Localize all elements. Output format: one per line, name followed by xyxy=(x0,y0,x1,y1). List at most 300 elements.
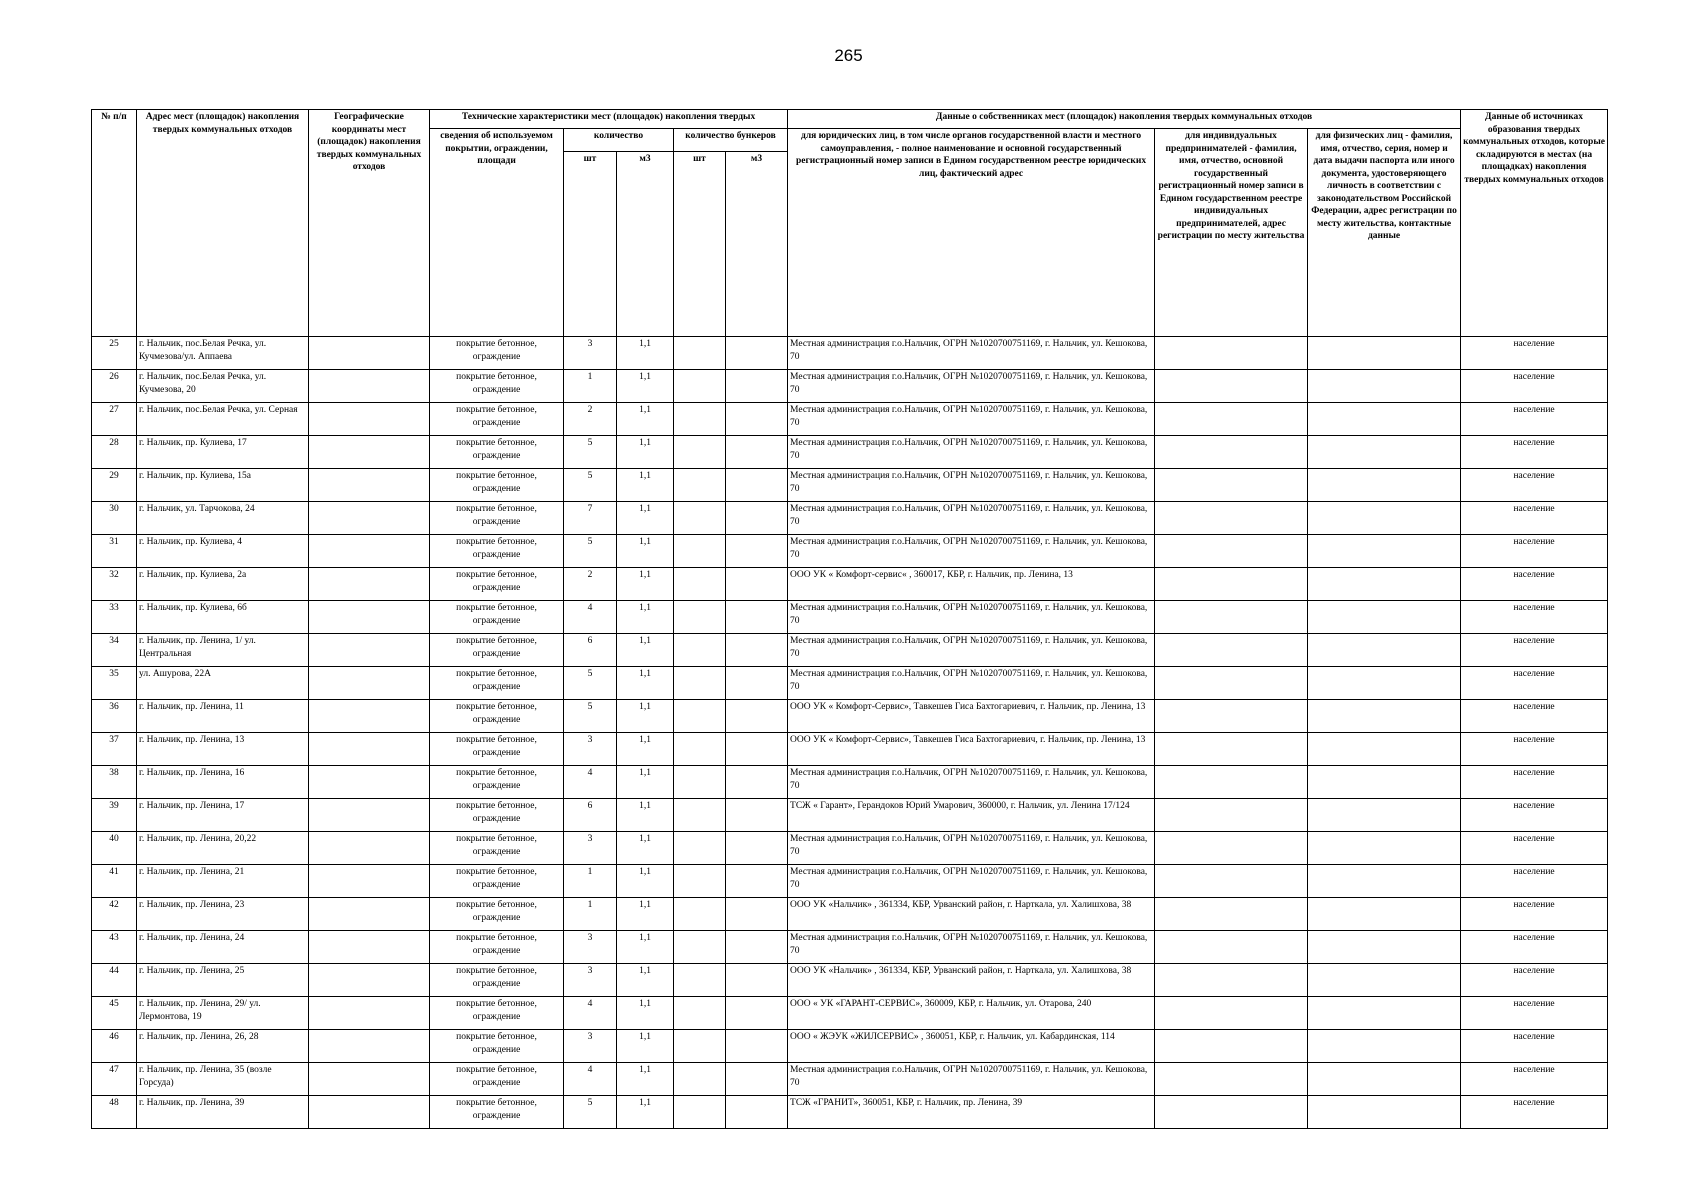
row-legal-owner: ООО УК « Комфорт-сервис« , 360017, КБР, г. Нальчик, пр. Ленина, 13 xyxy=(788,568,1155,601)
row-number: 25 xyxy=(92,337,137,370)
row-legal-owner: Местная администрация г.о.Нальчик, ОГРН №1020700751169, г. Нальчик, ул. Кешокова, 70 xyxy=(788,436,1155,469)
row-container-volume: 1,1 xyxy=(617,601,674,634)
header-qty-containers xyxy=(564,129,674,152)
row-entrepreneur-owner xyxy=(1155,964,1308,997)
row-geo xyxy=(309,700,430,733)
row-bunker-volume xyxy=(726,832,788,865)
row-legal-owner: Местная администрация г.о.Нальчик, ОГРН №1020700751169, г. Нальчик, ул. Кешокова, 70 xyxy=(788,469,1155,502)
row-geo xyxy=(309,337,430,370)
row-legal-owner: ТСЖ «ГРАНИТ», 360051, КБР, г. Нальчик, пр. Ленина, 39 xyxy=(788,1096,1155,1129)
row-bunker-count xyxy=(674,535,726,568)
table-row xyxy=(92,1030,1608,1063)
row-individual-owner xyxy=(1308,898,1461,931)
row-container-count: 6 xyxy=(564,799,617,832)
row-address: г. Нальчик, пос.Белая Речка, ул. Серная xyxy=(137,403,309,436)
row-legal-owner: Местная администрация г.о.Нальчик, ОГРН №1020700751169, г. Нальчик, ул. Кешокова, 70 xyxy=(788,403,1155,436)
row-container-volume: 1,1 xyxy=(617,1030,674,1063)
row-bunker-volume xyxy=(726,997,788,1030)
row-waste-source: население xyxy=(1461,370,1608,403)
row-bunker-count xyxy=(674,865,726,898)
row-legal-owner: ООО « УК «ГАРАНТ-СЕРВИС», 360009, КБР, г. Нальчик, ул. Отарова, 240 xyxy=(788,997,1155,1030)
row-geo xyxy=(309,535,430,568)
row-number: 42 xyxy=(92,898,137,931)
row-container-count: 4 xyxy=(564,1063,617,1096)
row-cover: покрытие бетонное, ограждение xyxy=(430,799,564,832)
row-legal-owner: Местная администрация г.о.Нальчик, ОГРН №1020700751169, г. Нальчик, ул. Кешокова, 70 xyxy=(788,667,1155,700)
row-container-count: 4 xyxy=(564,997,617,1030)
row-entrepreneur-owner xyxy=(1155,601,1308,634)
row-number: 43 xyxy=(92,931,137,964)
header-unit-m3-bunkers: м3 xyxy=(726,152,788,337)
row-legal-owner: Местная администрация г.о.Нальчик, ОГРН №1020700751169, г. Нальчик, ул. Кешокова, 70 xyxy=(788,1063,1155,1096)
row-waste-source: население xyxy=(1461,832,1608,865)
row-bunker-volume xyxy=(726,766,788,799)
header-qty-bunkers-text: количество бункеров xyxy=(685,131,776,141)
row-cover: покрытие бетонное, ограждение xyxy=(430,700,564,733)
row-bunker-volume xyxy=(726,634,788,667)
row-address: г. Нальчик, пр. Ленина, 26, 28 xyxy=(137,1030,309,1063)
row-cover: покрытие бетонное, ограждение xyxy=(430,568,564,601)
row-entrepreneur-owner xyxy=(1155,733,1308,766)
row-bunker-count xyxy=(674,1096,726,1129)
row-address: г. Нальчик, пр. Ленина, 39 xyxy=(137,1096,309,1129)
row-individual-owner xyxy=(1308,502,1461,535)
row-address: г. Нальчик, пр. Ленина, 1/ ул. Центральная xyxy=(137,634,309,667)
header-sources: Данные об источниках образования твердых коммунальных отходов, которые складируются в местах (на площадках) накопления твердых коммунальных отходов xyxy=(1461,110,1608,337)
row-waste-source: население xyxy=(1461,535,1608,568)
row-container-volume: 1,1 xyxy=(617,568,674,601)
row-address: г. Нальчик, пр. Кулиева, 2а xyxy=(137,568,309,601)
row-container-volume: 1,1 xyxy=(617,931,674,964)
row-cover: покрытие бетонное, ограждение xyxy=(430,931,564,964)
row-bunker-volume xyxy=(726,733,788,766)
row-geo xyxy=(309,667,430,700)
row-cover: покрытие бетонное, ограждение xyxy=(430,733,564,766)
row-legal-owner: Местная администрация г.о.Нальчик, ОГРН №1020700751169, г. Нальчик, ул. Кешокова, 70 xyxy=(788,502,1155,535)
row-individual-owner xyxy=(1308,1063,1461,1096)
row-geo xyxy=(309,964,430,997)
row-geo xyxy=(309,469,430,502)
table-row xyxy=(92,568,1608,601)
row-cover: покрытие бетонное, ограждение xyxy=(430,370,564,403)
row-bunker-count xyxy=(674,766,726,799)
row-container-volume: 1,1 xyxy=(617,997,674,1030)
row-waste-source: население xyxy=(1461,403,1608,436)
header-address: Адрес мест (площадок) накопления твердых коммунальных отходов xyxy=(137,110,309,337)
row-geo xyxy=(309,403,430,436)
row-bunker-volume xyxy=(726,667,788,700)
row-bunker-volume xyxy=(726,898,788,931)
row-legal-owner: Местная администрация г.о.Нальчик, ОГРН №1020700751169, г. Нальчик, ул. Кешокова, 70 xyxy=(788,634,1155,667)
row-waste-source: население xyxy=(1461,502,1608,535)
row-container-volume: 1,1 xyxy=(617,832,674,865)
row-number: 46 xyxy=(92,1030,137,1063)
row-entrepreneur-owner xyxy=(1155,865,1308,898)
row-bunker-count xyxy=(674,403,726,436)
row-number: 31 xyxy=(92,535,137,568)
row-container-count: 3 xyxy=(564,964,617,997)
row-container-count: 5 xyxy=(564,667,617,700)
row-bunker-volume xyxy=(726,535,788,568)
row-bunker-count xyxy=(674,931,726,964)
header-unit-m3-containers: м3 xyxy=(617,152,674,337)
row-bunker-volume xyxy=(726,403,788,436)
row-entrepreneur-owner xyxy=(1155,634,1308,667)
header-tech-text: Технические характеристики мест (площадок) накопления твердых xyxy=(461,112,756,122)
row-number: 26 xyxy=(92,370,137,403)
row-geo xyxy=(309,931,430,964)
row-address: г. Нальчик, пр. Ленина, 13 xyxy=(137,733,309,766)
header-owners: Данные о собственниках мест (площадок) накопления твердых коммунальных отходов xyxy=(788,110,1461,129)
row-number: 34 xyxy=(92,634,137,667)
row-number: 33 xyxy=(92,601,137,634)
row-individual-owner xyxy=(1308,436,1461,469)
row-cover: покрытие бетонное, ограждение xyxy=(430,766,564,799)
row-container-volume: 1,1 xyxy=(617,502,674,535)
row-container-volume: 1,1 xyxy=(617,964,674,997)
row-geo xyxy=(309,766,430,799)
row-bunker-volume xyxy=(726,1063,788,1096)
row-bunker-count xyxy=(674,436,726,469)
row-waste-source: население xyxy=(1461,601,1608,634)
row-address: г. Нальчик, пр. Ленина, 17 xyxy=(137,799,309,832)
row-geo xyxy=(309,568,430,601)
row-address: г. Нальчик, пос.Белая Речка, ул. Кучмезова/ул. Аппаева xyxy=(137,337,309,370)
header-legal: для юридических лиц, в том числе органов государственной власти и местного самоуправления, - полное наименование и основной государственный регистрационный номер записи в Едином государственном реестре юридических лиц, фактический адрес xyxy=(788,129,1155,337)
row-legal-owner: Местная администрация г.о.Нальчик, ОГРН №1020700751169, г. Нальчик, ул. Кешокова, 70 xyxy=(788,931,1155,964)
row-entrepreneur-owner xyxy=(1155,898,1308,931)
row-bunker-count xyxy=(674,370,726,403)
row-number: 38 xyxy=(92,766,137,799)
row-bunker-count xyxy=(674,1030,726,1063)
row-container-count: 2 xyxy=(564,403,617,436)
row-geo xyxy=(309,865,430,898)
row-individual-owner xyxy=(1308,997,1461,1030)
row-individual-owner xyxy=(1308,469,1461,502)
row-container-volume: 1,1 xyxy=(617,898,674,931)
row-waste-source: население xyxy=(1461,1030,1608,1063)
table-row xyxy=(92,436,1608,469)
row-bunker-volume xyxy=(726,469,788,502)
row-bunker-volume xyxy=(726,370,788,403)
row-individual-owner xyxy=(1308,634,1461,667)
row-entrepreneur-owner xyxy=(1155,436,1308,469)
row-container-volume: 1,1 xyxy=(617,469,674,502)
row-address: г. Нальчик, пр. Ленина, 21 xyxy=(137,865,309,898)
row-bunker-count xyxy=(674,832,726,865)
row-bunker-count xyxy=(674,634,726,667)
row-number: 28 xyxy=(92,436,137,469)
row-legal-owner: Местная администрация г.о.Нальчик, ОГРН №1020700751169, г. Нальчик, ул. Кешокова, 70 xyxy=(788,337,1155,370)
row-entrepreneur-owner xyxy=(1155,535,1308,568)
row-container-volume: 1,1 xyxy=(617,766,674,799)
row-address: г. Нальчик, пр. Ленина, 23 xyxy=(137,898,309,931)
row-number: 40 xyxy=(92,832,137,865)
page-number: 265 xyxy=(834,46,863,65)
row-geo xyxy=(309,997,430,1030)
row-entrepreneur-owner xyxy=(1155,1096,1308,1129)
row-cover: покрытие бетонное, ограждение xyxy=(430,964,564,997)
header-num: № п/п xyxy=(92,110,137,337)
row-geo xyxy=(309,898,430,931)
row-bunker-volume xyxy=(726,337,788,370)
row-individual-owner xyxy=(1308,964,1461,997)
row-geo xyxy=(309,601,430,634)
table-row xyxy=(92,601,1608,634)
row-individual-owner xyxy=(1308,535,1461,568)
table-row xyxy=(92,799,1608,832)
row-number: 27 xyxy=(92,403,137,436)
row-address: г. Нальчик, пр. Ленина, 29/ ул. Лермонтова, 19 xyxy=(137,997,309,1030)
row-waste-source: население xyxy=(1461,436,1608,469)
row-individual-owner xyxy=(1308,865,1461,898)
row-entrepreneur-owner xyxy=(1155,766,1308,799)
row-waste-source: население xyxy=(1461,700,1608,733)
row-bunker-volume xyxy=(726,502,788,535)
row-container-volume: 1,1 xyxy=(617,370,674,403)
row-waste-source: население xyxy=(1461,634,1608,667)
row-legal-owner: Местная администрация г.о.Нальчик, ОГРН №1020700751169, г. Нальчик, ул. Кешокова, 70 xyxy=(788,865,1155,898)
row-bunker-count xyxy=(674,898,726,931)
row-entrepreneur-owner xyxy=(1155,931,1308,964)
row-number: 48 xyxy=(92,1096,137,1129)
row-bunker-volume xyxy=(726,964,788,997)
table-row xyxy=(92,1063,1608,1096)
header-cover: сведения об используемом покрытии, ограждении, площади xyxy=(430,129,564,337)
table-row xyxy=(92,997,1608,1030)
table-row xyxy=(92,469,1608,502)
header-geo: Географические координаты мест (площадок) накопления твердых коммунальных отходов xyxy=(309,110,430,337)
row-number: 36 xyxy=(92,700,137,733)
row-entrepreneur-owner xyxy=(1155,997,1308,1030)
row-number: 35 xyxy=(92,667,137,700)
row-number: 32 xyxy=(92,568,137,601)
row-bunker-volume xyxy=(726,436,788,469)
row-number: 44 xyxy=(92,964,137,997)
row-waste-source: население xyxy=(1461,898,1608,931)
row-cover: покрытие бетонное, ограждение xyxy=(430,898,564,931)
row-legal-owner: ООО УК «Нальчик» , 361334, КБР, Урванский район, г. Нарткала, ул. Халишхова, 38 xyxy=(788,964,1155,997)
table-row xyxy=(92,403,1608,436)
row-bunker-count xyxy=(674,337,726,370)
row-geo xyxy=(309,1096,430,1129)
row-bunker-count xyxy=(674,469,726,502)
row-container-count: 5 xyxy=(564,535,617,568)
row-bunker-count xyxy=(674,502,726,535)
row-cover: покрытие бетонное, ограждение xyxy=(430,403,564,436)
row-individual-owner xyxy=(1308,700,1461,733)
row-container-count: 3 xyxy=(564,337,617,370)
row-geo xyxy=(309,1030,430,1063)
row-entrepreneur-owner xyxy=(1155,799,1308,832)
row-waste-source: население xyxy=(1461,865,1608,898)
row-cover: покрытие бетонное, ограждение xyxy=(430,832,564,865)
table-row xyxy=(92,898,1608,931)
row-individual-owner xyxy=(1308,799,1461,832)
row-container-count: 6 xyxy=(564,634,617,667)
row-legal-owner: ООО УК « Комфорт-Сервис», Тавкешев Гиса Бахтогариевич, г. Нальчик, пр. Ленина, 13 xyxy=(788,733,1155,766)
table-body xyxy=(92,337,1608,1129)
row-bunker-volume xyxy=(726,931,788,964)
row-container-count: 5 xyxy=(564,436,617,469)
row-individual-owner xyxy=(1308,766,1461,799)
row-entrepreneur-owner xyxy=(1155,1063,1308,1096)
row-waste-source: население xyxy=(1461,667,1608,700)
row-waste-source: население xyxy=(1461,997,1608,1030)
row-entrepreneur-owner xyxy=(1155,502,1308,535)
row-address: г. Нальчик, пр. Ленина, 25 xyxy=(137,964,309,997)
row-address: г. Нальчик, пр. Кулиева, 6б xyxy=(137,601,309,634)
row-entrepreneur-owner xyxy=(1155,337,1308,370)
row-address: г. Нальчик, пр. Ленина, 11 xyxy=(137,700,309,733)
row-individual-owner xyxy=(1308,733,1461,766)
row-number: 47 xyxy=(92,1063,137,1096)
row-individual-owner xyxy=(1308,832,1461,865)
row-address: г. Нальчик, пр. Ленина, 24 xyxy=(137,931,309,964)
row-individual-owner xyxy=(1308,403,1461,436)
table-row xyxy=(92,502,1608,535)
row-container-count: 1 xyxy=(564,370,617,403)
row-bunker-volume xyxy=(726,865,788,898)
row-waste-source: население xyxy=(1461,766,1608,799)
row-legal-owner: ООО УК « Комфорт-Сервис», Тавкешев Гиса Бахтогариевич, г. Нальчик, пр. Ленина, 13 xyxy=(788,700,1155,733)
table-row xyxy=(92,1096,1608,1129)
row-bunker-count xyxy=(674,733,726,766)
row-container-count: 4 xyxy=(564,601,617,634)
header-individuals: для физических лиц - фамилия, имя, отчество, серия, номер и дата выдачи паспорта или иного документа, удостоверяющего личность в соответствии с законодательством Российской Федерации, адрес регистрации по месту жительства, контактные данные xyxy=(1308,129,1461,337)
row-container-volume: 1,1 xyxy=(617,634,674,667)
row-entrepreneur-owner xyxy=(1155,469,1308,502)
row-legal-owner: ООО « ЖЭУК «ЖИЛСЕРВИС» , 360051, КБР, г. Нальчик, ул. Кабардинская, 114 xyxy=(788,1030,1155,1063)
row-legal-owner: Местная администрация г.о.Нальчик, ОГРН №1020700751169, г. Нальчик, ул. Кешокова, 70 xyxy=(788,766,1155,799)
row-container-volume: 1,1 xyxy=(617,337,674,370)
row-container-volume: 1,1 xyxy=(617,865,674,898)
table-row xyxy=(92,766,1608,799)
row-geo xyxy=(309,502,430,535)
row-legal-owner: Местная администрация г.о.Нальчик, ОГРН №1020700751169, г. Нальчик, ул. Кешокова, 70 xyxy=(788,832,1155,865)
row-container-count: 3 xyxy=(564,733,617,766)
row-waste-source: население xyxy=(1461,1096,1608,1129)
row-bunker-count xyxy=(674,667,726,700)
row-entrepreneur-owner xyxy=(1155,370,1308,403)
header-unit-pcs-containers: шт xyxy=(564,152,617,337)
row-container-count: 5 xyxy=(564,700,617,733)
row-cover: покрытие бетонное, ограждение xyxy=(430,1030,564,1063)
row-address: г. Нальчик, пр. Кулиева, 15а xyxy=(137,469,309,502)
row-container-count: 5 xyxy=(564,1096,617,1129)
row-cover: покрытие бетонное, ограждение xyxy=(430,634,564,667)
row-bunker-count xyxy=(674,997,726,1030)
row-individual-owner xyxy=(1308,337,1461,370)
row-container-volume: 1,1 xyxy=(617,667,674,700)
row-address: г. Нальчик, пр. Кулиева, 4 xyxy=(137,535,309,568)
row-waste-source: население xyxy=(1461,733,1608,766)
row-legal-owner: Местная администрация г.о.Нальчик, ОГРН №1020700751169, г. Нальчик, ул. Кешокова, 70 xyxy=(788,601,1155,634)
row-geo xyxy=(309,634,430,667)
row-individual-owner xyxy=(1308,1096,1461,1129)
row-bunker-count xyxy=(674,700,726,733)
row-bunker-count xyxy=(674,568,726,601)
row-bunker-volume xyxy=(726,601,788,634)
table-row xyxy=(92,667,1608,700)
row-container-volume: 1,1 xyxy=(617,535,674,568)
row-container-count: 2 xyxy=(564,568,617,601)
table-row xyxy=(92,931,1608,964)
row-waste-source: население xyxy=(1461,337,1608,370)
row-container-count: 4 xyxy=(564,766,617,799)
row-geo xyxy=(309,436,430,469)
row-waste-source: население xyxy=(1461,1063,1608,1096)
table-row xyxy=(92,865,1608,898)
row-bunker-count xyxy=(674,601,726,634)
row-container-volume: 1,1 xyxy=(617,799,674,832)
row-container-volume: 1,1 xyxy=(617,733,674,766)
header-qty-bunkers xyxy=(674,129,788,152)
row-individual-owner xyxy=(1308,568,1461,601)
row-number: 45 xyxy=(92,997,137,1030)
row-cover: покрытие бетонное, ограждение xyxy=(430,535,564,568)
row-address: ул. Ашурова, 22А xyxy=(137,667,309,700)
row-waste-source: население xyxy=(1461,568,1608,601)
row-legal-owner: ООО УК «Нальчик» , 361334, КБР, Урванский район, г. Нарткала, ул. Халишхова, 38 xyxy=(788,898,1155,931)
row-address: г. Нальчик, пос.Белая Речка, ул. Кучмезова, 20 xyxy=(137,370,309,403)
table-row xyxy=(92,535,1608,568)
row-waste-source: население xyxy=(1461,799,1608,832)
row-bunker-volume xyxy=(726,1030,788,1063)
row-cover: покрытие бетонное, ограждение xyxy=(430,436,564,469)
row-container-count: 3 xyxy=(564,1030,617,1063)
row-container-count: 3 xyxy=(564,832,617,865)
row-cover: покрытие бетонное, ограждение xyxy=(430,997,564,1030)
row-container-volume: 1,1 xyxy=(617,403,674,436)
row-individual-owner xyxy=(1308,1030,1461,1063)
row-bunker-volume xyxy=(726,568,788,601)
row-cover: покрытие бетонное, ограждение xyxy=(430,667,564,700)
row-address: г. Нальчик, пр. Кулиева, 17 xyxy=(137,436,309,469)
row-container-volume: 1,1 xyxy=(617,1063,674,1096)
row-address: г. Нальчик, пр. Ленина, 16 xyxy=(137,766,309,799)
row-number: 39 xyxy=(92,799,137,832)
row-legal-owner: Местная администрация г.о.Нальчик, ОГРН №1020700751169, г. Нальчик, ул. Кешокова, 70 xyxy=(788,370,1155,403)
row-cover: покрытие бетонное, ограждение xyxy=(430,337,564,370)
row-bunker-count xyxy=(674,1063,726,1096)
header-entrepreneurs: для индивидуальных предпринимателей - фамилия, имя, отчество, основной государственный регистрационный номер записи в Едином государственном реестре индивидуальных предпринимателей, адрес регистрации по месту жительства xyxy=(1155,129,1308,337)
row-geo xyxy=(309,733,430,766)
row-number: 41 xyxy=(92,865,137,898)
table-row xyxy=(92,370,1608,403)
row-cover: покрытие бетонное, ограждение xyxy=(430,865,564,898)
row-container-volume: 1,1 xyxy=(617,436,674,469)
row-container-volume: 1,1 xyxy=(617,700,674,733)
row-legal-owner: Местная администрация г.о.Нальчик, ОГРН №1020700751169, г. Нальчик, ул. Кешокова, 70 xyxy=(788,535,1155,568)
table-row xyxy=(92,634,1608,667)
table-row xyxy=(92,700,1608,733)
row-entrepreneur-owner xyxy=(1155,667,1308,700)
row-geo xyxy=(309,1063,430,1096)
table-row xyxy=(92,733,1608,766)
row-address: г. Нальчик, пр. Ленина, 20,22 xyxy=(137,832,309,865)
row-geo xyxy=(309,370,430,403)
header-tech xyxy=(430,110,788,129)
row-number: 29 xyxy=(92,469,137,502)
row-cover: покрытие бетонное, ограждение xyxy=(430,1063,564,1096)
row-number: 30 xyxy=(92,502,137,535)
row-cover: покрытие бетонное, ограждение xyxy=(430,502,564,535)
row-waste-source: население xyxy=(1461,469,1608,502)
row-entrepreneur-owner xyxy=(1155,568,1308,601)
row-entrepreneur-owner xyxy=(1155,832,1308,865)
row-cover: покрытие бетонное, ограждение xyxy=(430,469,564,502)
